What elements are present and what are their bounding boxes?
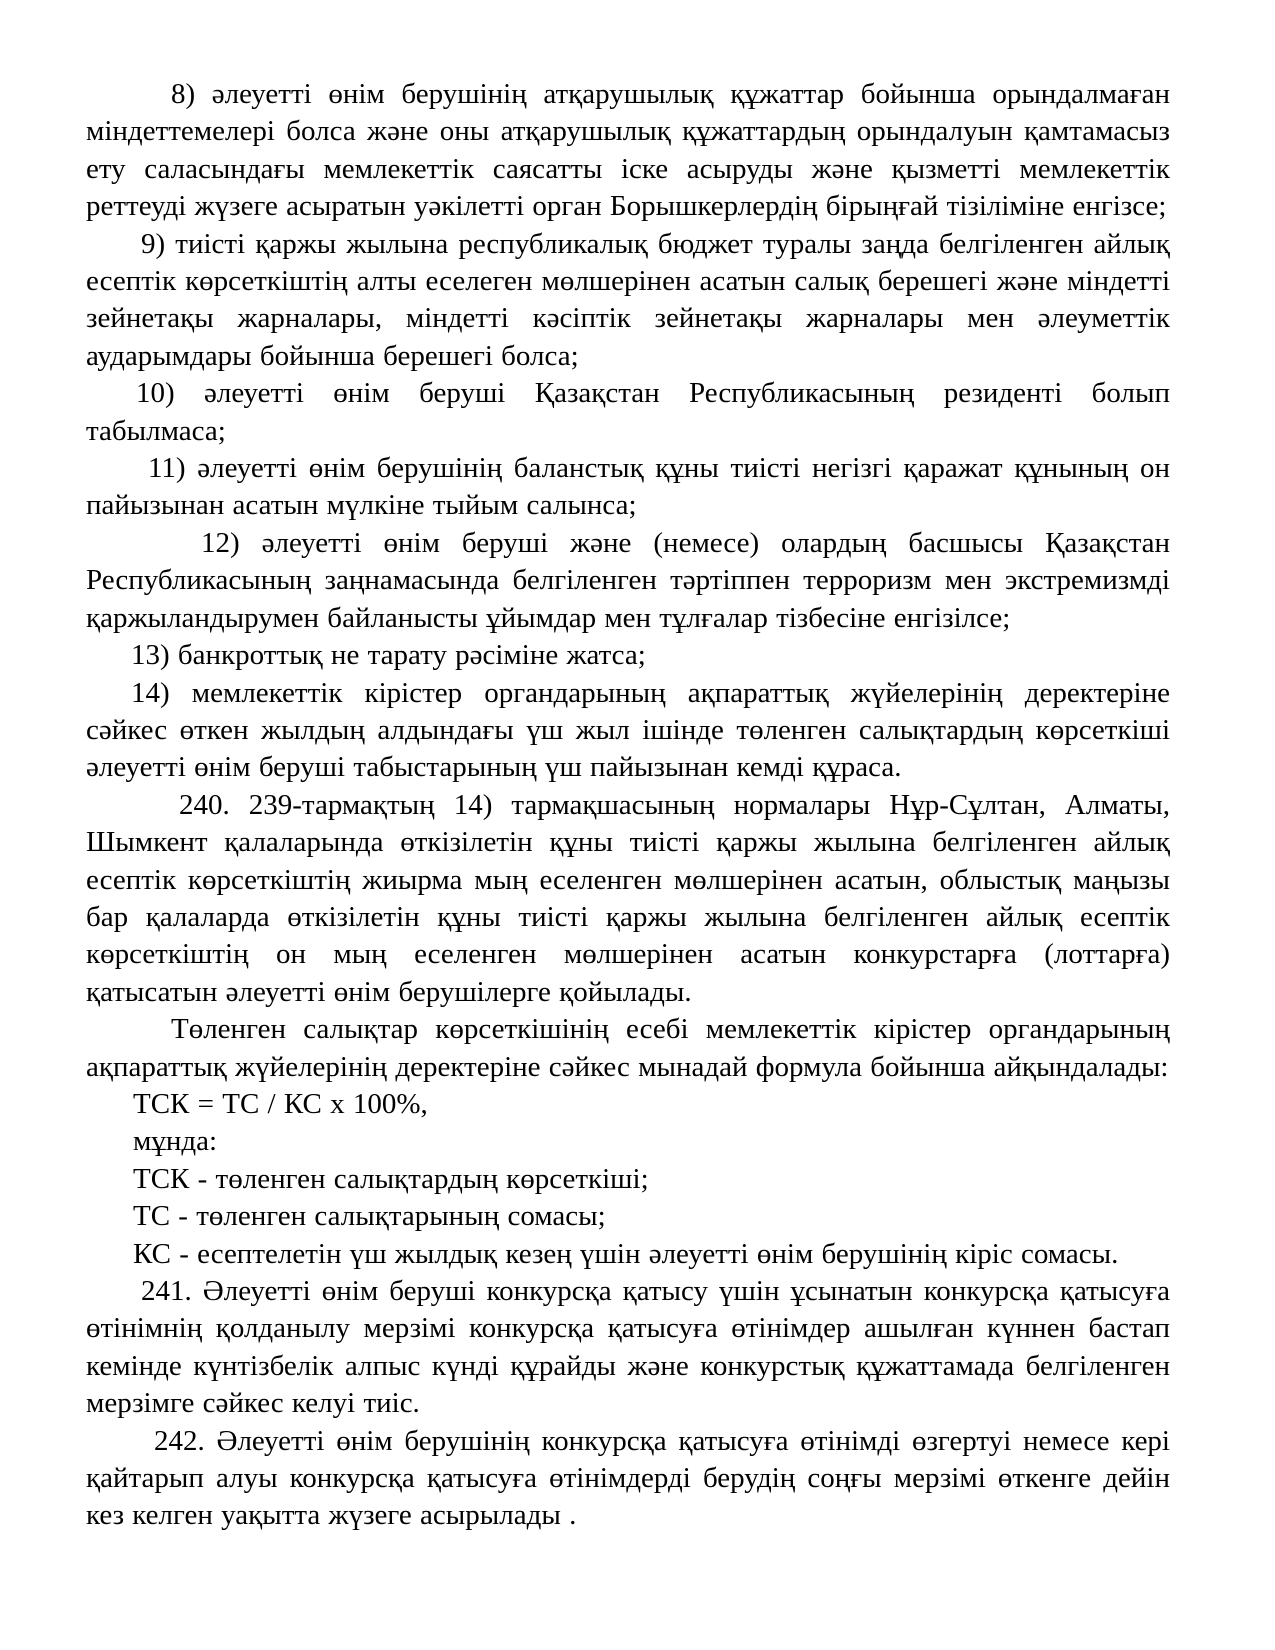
- clause-13: 13) банкроттық не тарату рәсіміне жатса;: [131, 639, 646, 672]
- formula-line: ТСК = ТС / КС х 100%,: [133, 1087, 428, 1120]
- clause-8: 8) әлеуетті өнім берушінің атқарушылық құжаттар бойынша орындалмаған міндеттемелері болса және оны атқарушылық құжаттардың орындалуын қамтамасыз ету саласындағы мемлекеттік саясатты іске асыруды және қызметті мемлекеттік реттеуді жүзеге асыратын уәкілетті орган Борышкерлердің бірыңғай тізіліміне енгізсе;: [86, 78, 1170, 223]
- clause-10: 10) әлеуетті өнім беруші Қазақстан Республикасының резиденті болып табылмаса;: [86, 377, 1170, 447]
- formula-term-ts: ТС - төленген салықтарының сомасы;: [133, 1200, 606, 1233]
- clause-9: 9) тиісті қаржы жылына республикалық бюджет туралы заңда белгіленген айлық есептік көрсеткіштің алты еселеген мөлшерінен асатын салық берешегі және міндетті зейнетақы жарналары, міндетті кәсіптік зейнетақы жарналары мен әлеуметтік аударымдары бойынша берешегі болса;: [86, 227, 1170, 372]
- clause-240: 240. 239-тармақтың 14) тармақшасының нормалары Нұр-Сұлтан, Алматы, Шымкент қалаларында өткізілетін құны тиісті қаржы жылына белгіленген айлық есептік көрсеткіштің жиырма мың еселенген мөлшерінен асатын, облыстық маңызы бар қалаларда өткізілетін құны тиісті қаржы жылына белгіленген айлық есептік көрсеткіштің он мың еселенген мөлшерінен асатын конкурстарға (лоттарға) қатысатын әлеуетті өнім берушілерге қойылады.: [86, 788, 1170, 1008]
- clause-14: 14) мемлекеттік кірістер органдарының ақпараттық жүйелерінің деректеріне сәйкес өткен жылдың алдындағы үш жыл ішінде төленген салықтардың көрсеткіші әлеуетті өнім беруші табыстарының үш пайызынан кемді құраса.: [86, 676, 1170, 784]
- formula-term-tsk: ТСК - төленген салықтардың көрсеткіші;: [133, 1162, 649, 1195]
- formula-intro: Төленген салықтар көрсеткішінің есебі мемлекеттік кірістер органдарының ақпараттық жүйелерінің деректеріне сәйкес мынадай формула бойынша айқындалады:: [86, 1013, 1170, 1083]
- clause-242: 242. Әлеуетті өнім берушінің конкурсқа қатысуға өтінімді өзгертуі немесе кері қайтарып алуы конкурсқа қатысуға өтінімдерді берудің соңғы мерзімі өткенге дейін кез келген уақытта жүзеге асырылады .: [86, 1424, 1170, 1532]
- clause-241: 241. Әлеуетті өнім беруші конкурсқа қатысу үшін ұсынатын конкурсқа қатысуға өтінімнің қолданылу мерзімі конкурсқа қатысуға өтінімдер ашылған күннен бастап кемінде күнтізбелік алпыс күнді құрайды және конкурстық құжаттамада белгіленген мерзімге сәйкес келуі тиіс.: [86, 1275, 1170, 1420]
- clause-12: 12) әлеуетті өнім беруші және (немесе) олардың басшысы Қазақстан Республикасының заңнамасында белгіленген тәртіппен терроризм мен экстремизмді қаржыландырумен байланысты ұйымдар мен тұлғалар тізбесіне енгізілсе;: [86, 526, 1170, 634]
- formula-where-label: мұнда:: [133, 1125, 218, 1158]
- clause-11: 11) әлеуетті өнім берушінің баланстық құны тиісті негізгі қаражат құнының он пайызынан асатын мүлкіне тыйым салынса;: [86, 452, 1170, 522]
- formula-term-ks: КС - есептелетін үш жылдық кезең үшін әлеуетті өнім берушінің кіріс сомасы.: [133, 1237, 1119, 1270]
